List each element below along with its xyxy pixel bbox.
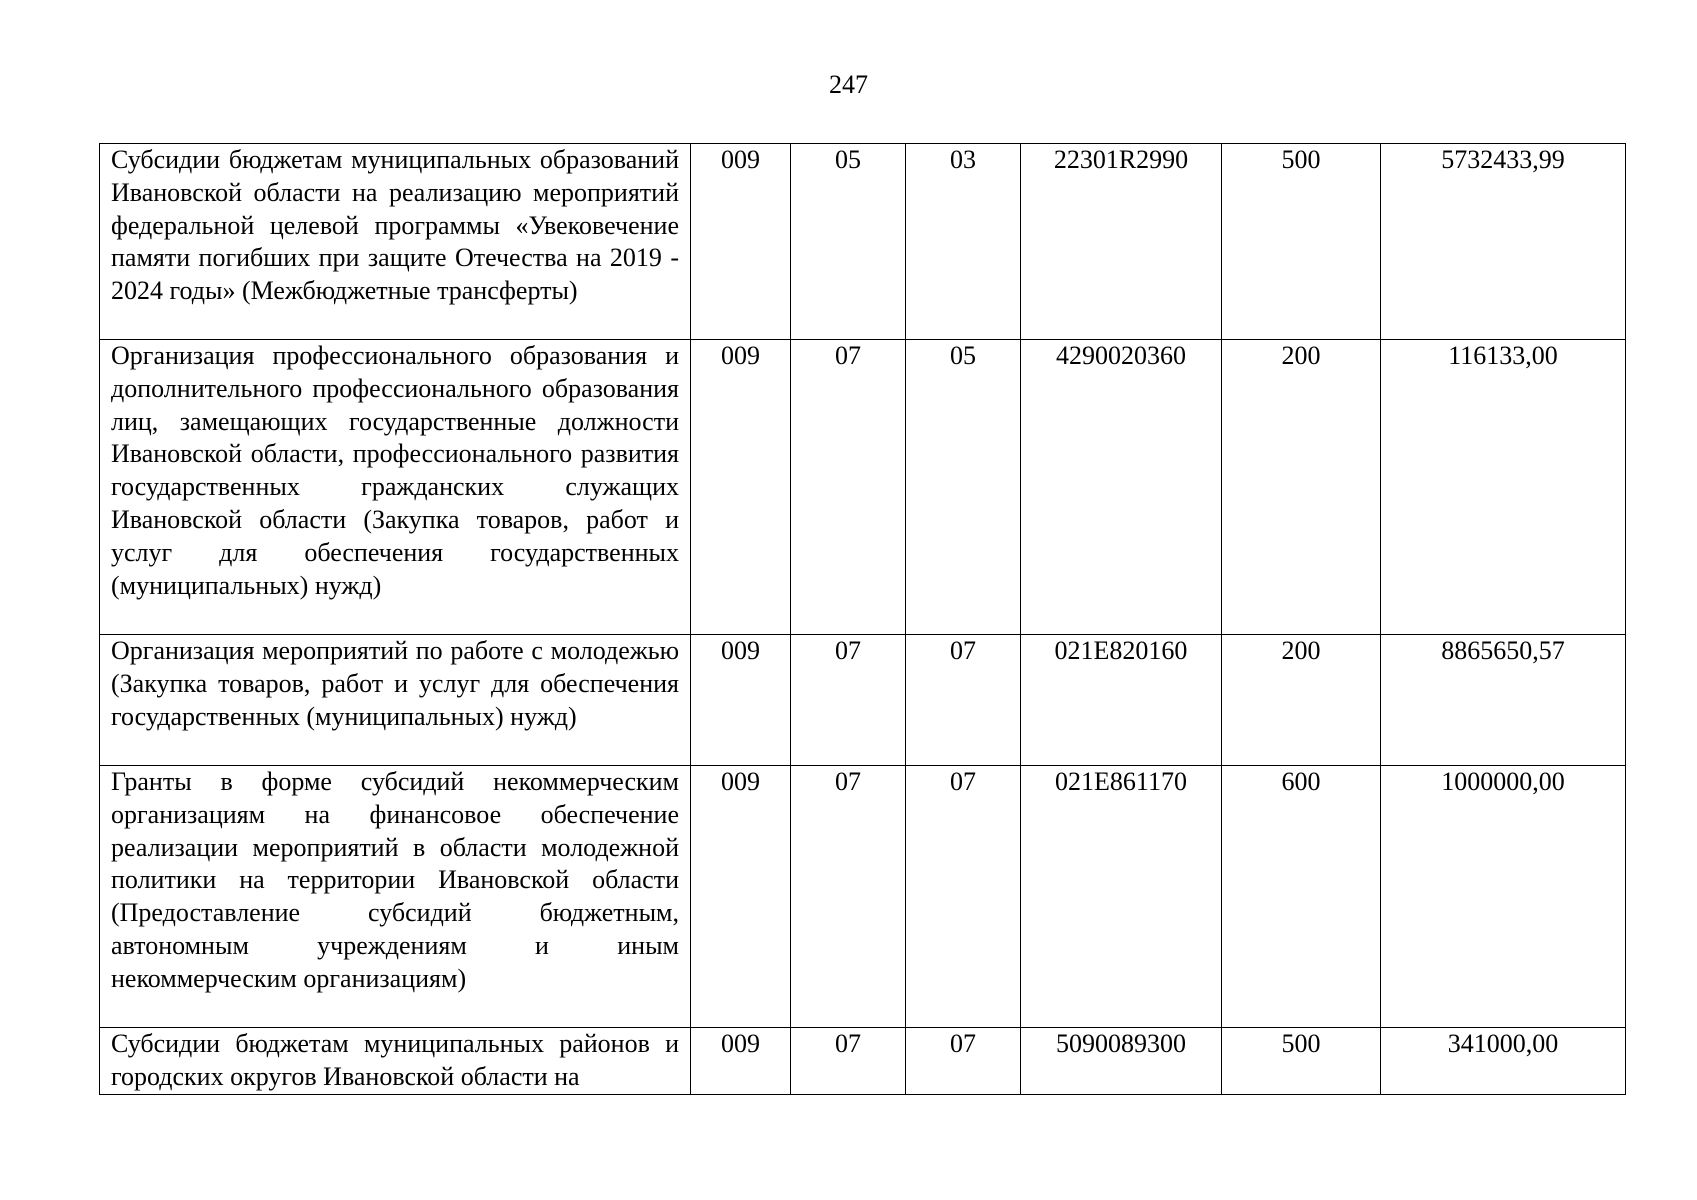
row-expense-type-code: 200 — [1222, 340, 1381, 635]
row-section-code: 05 — [791, 144, 906, 340]
row-subsection-code: 07 — [906, 1028, 1021, 1095]
table-row — [100, 1028, 1626, 1095]
row-target-article-code: 021E820160 — [1021, 635, 1222, 766]
row-description: Субсидии бюджетам муниципальных районов и городских округов Ивановской области на — [100, 1028, 691, 1095]
row-section-code: 07 — [791, 1028, 906, 1095]
row-section-code: 07 — [791, 340, 906, 635]
row-sum: 116133,00 — [1381, 340, 1626, 635]
row-expense-type-code: 600 — [1222, 766, 1381, 1028]
row-target-article-code: 4290020360 — [1021, 340, 1222, 635]
row-section-code: 07 — [791, 635, 906, 766]
row-target-article-code: 22301R2990 — [1021, 144, 1222, 340]
table-row — [100, 635, 1626, 766]
row-subsection-code: 07 — [906, 766, 1021, 1028]
row-expense-type-code: 200 — [1222, 635, 1381, 766]
row-grbs-code: 009 — [691, 144, 791, 340]
row-sum: 5732433,99 — [1381, 144, 1626, 340]
row-grbs-code: 009 — [691, 340, 791, 635]
row-description: Организация мероприятий по работе с молодежью (Закупка товаров, работ и услуг для обеспечения государственных (муниципальных) нужд) — [100, 635, 691, 766]
row-subsection-code: 07 — [906, 635, 1021, 766]
table-row — [100, 340, 1626, 635]
row-expense-type-code: 500 — [1222, 144, 1381, 340]
row-subsection-code: 03 — [906, 144, 1021, 340]
row-section-code: 07 — [791, 766, 906, 1028]
row-description: Субсидии бюджетам муниципальных образований Ивановской области на реализацию мероприятий федеральной целевой программы «Увековечение памяти погибших при защите Отечества на 2019 - 2024 годы» (Межбюджетные трансферты) — [100, 144, 691, 340]
row-grbs-code: 009 — [691, 766, 791, 1028]
row-grbs-code: 009 — [691, 635, 791, 766]
row-subsection-code: 05 — [906, 340, 1021, 635]
page-number: 247 — [829, 70, 868, 99]
row-sum: 1000000,00 — [1381, 766, 1626, 1028]
row-description: Гранты в форме субсидий некоммерческим организациям на финансовое обеспечение реализации мероприятий в области молодежной политики на территории Ивановской области (Предоставление субсидий бюджетным, автономным учреждениям и иным некоммерческим организациям) — [100, 766, 691, 1028]
row-grbs-code: 009 — [691, 1028, 791, 1095]
row-sum: 341000,00 — [1381, 1028, 1626, 1095]
row-target-article-code: 021E861170 — [1021, 766, 1222, 1028]
row-expense-type-code: 500 — [1222, 1028, 1381, 1095]
row-sum: 8865650,57 — [1381, 635, 1626, 766]
row-description: Организация профессионального образования и дополнительного профессионального образования лиц, замещающих государственные должности Ивановской области, профессионального развития государственных гражданских служащих Ивановской области (Закупка товаров, работ и услуг для обеспечения государственных (муниципальных) нужд) — [100, 340, 691, 635]
row-target-article-code: 5090089300 — [1021, 1028, 1222, 1095]
table-row — [100, 144, 1626, 340]
table-row — [100, 766, 1626, 1028]
budget-table — [99, 143, 1626, 1095]
